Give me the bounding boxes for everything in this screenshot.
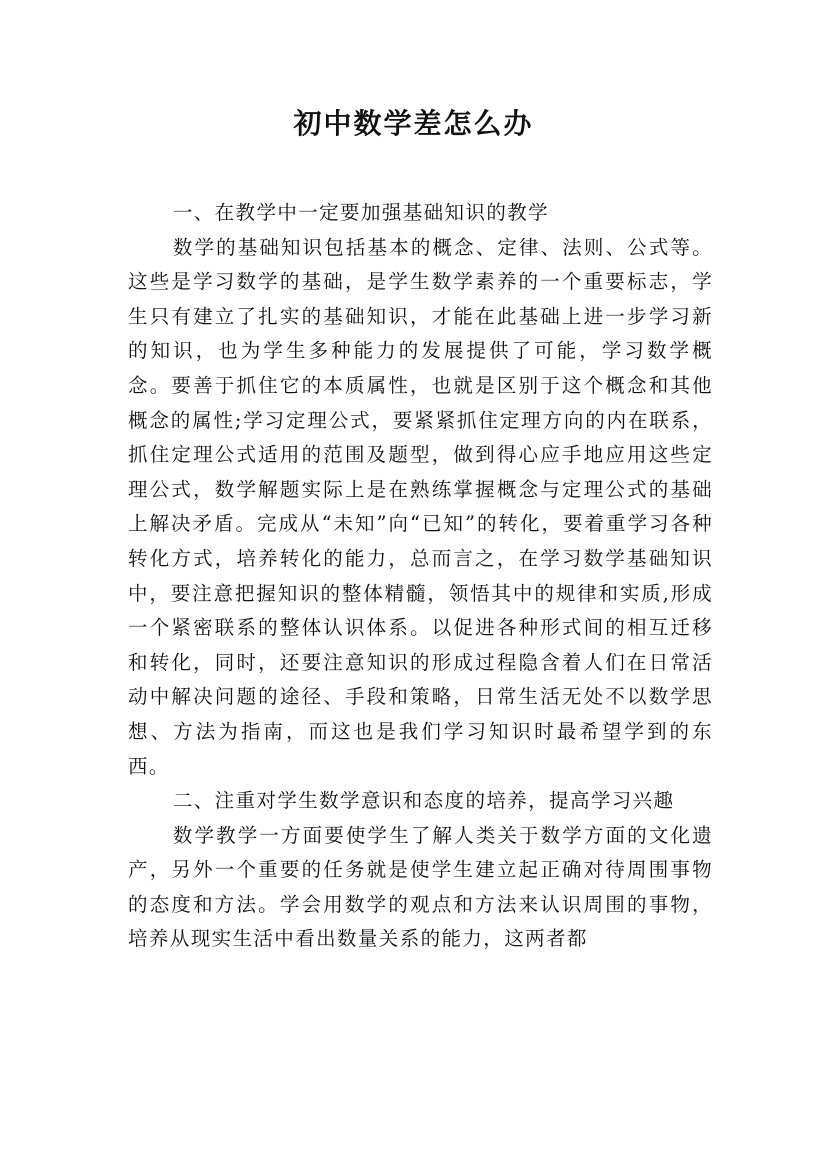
document-body	[128, 196, 713, 957]
section-heading-2: 二、注重对学生数学意识和态度的培养，提高学习兴趣	[172, 789, 675, 813]
section-heading-1: 一、在教学中一定要加强基础知识的教学	[172, 201, 550, 224]
body-paragraph-1: 数学的基础知识包括基本的概念、定律、法则、公式等。这些是学习数学的基础，是学生数学素养的一个重要标志，学生只有建立了扎实的基础知识，才能在此基础上进一步学习新的知识，也为学生多种能力的发展提供了可能，学习数学概念。要善于抓住它的本质属性，也就是区别于这个概念和其他概念的属性;学习定理公式，要紧紧抓住定理方向的内在联系，抓住定理公式适用的范围及题型，做到得心应手地应用这些定理公式，数学解题实际上是在熟练掌握概念与定理公式的基础上解决矛盾。完成从“未知”向“已知”的转化，要着重学习各种转化方式，培养转化的能力，总而言之，在学习数学基础知识中，要注意把握知识的整体精髓，领悟其中的规律和实质,形成一个紧密联系的整体认识体系。以促进各种形式间的相互迁移和转化，同时，还要注意知识的形成过程隐含着人们在日常活动中解决问题的途径、手段和策略，日常生活无处不以数学思想、方法为指南，而这也是我们学习知识时最希望学到的东西。	[128, 235, 713, 778]
document-title: 初中数学差怎么办	[293, 107, 534, 140]
body-paragraph-2: 数学教学一方面要使学生了解人类关于数学方面的文化遗产，另外一个重要的任务就是使学生建立起正确对待周围事物的态度和方法。学会用数学的观点和方法来认识周围的事物，培养从现实生活中看出数量关系的能力，这两者都	[128, 823, 713, 951]
